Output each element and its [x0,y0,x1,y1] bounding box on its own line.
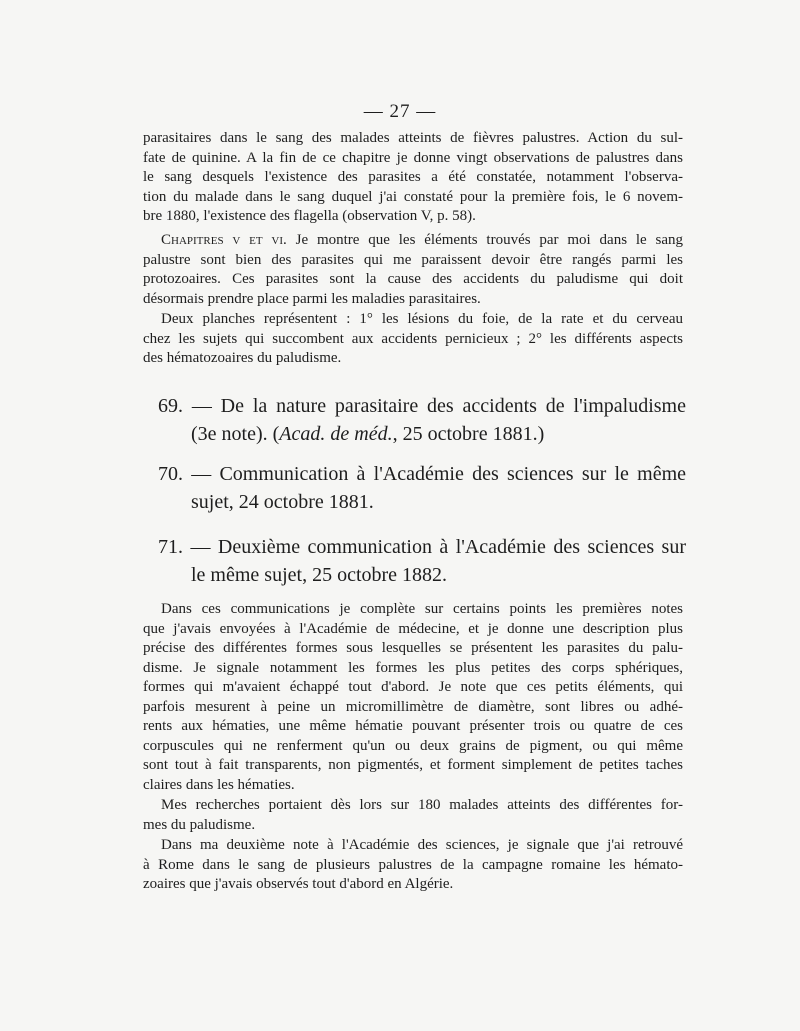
text-line: Dans ma deuxième note à l'Académie des sciences, je signale que j'ai retrouvé [161,837,683,853]
text-line: disme. Je signale notamment les formes les plus petites des corps sphériques, [143,659,683,676]
text-line: des hématozoaires du paludisme. [143,350,342,366]
text-line: protozoaires. Ces parasites sont la cause des accidents du paludisme qui doit [143,271,683,287]
chapters-paragraph [143,231,683,309]
text-line: fate de quinine. A la fin de ce chapitre je donne vingt observations de palustres dans [143,149,683,166]
text-line: mes du paludisme. [143,816,256,833]
text-line: Dans ces communications je complète sur certains points les premières notes [161,601,683,617]
text-line: chez les sujets qui succombent aux accidents pernicieux ; 2° les différents aspects [143,330,683,347]
text-line: le sang desquels l'existence des parasites a été constatée, notamment l'observa- [143,169,683,185]
text-line: sont tout à fait transparents, non pigmentés, et forment simplement de petites taches [143,757,683,773]
text-line: formes qui m'avaient échappé tout d'abord. Je note que ces petits éléments, qui [143,679,683,695]
text-line: que j'avais envoyées à l'Académie de médecine, et je donne une description plus [143,620,683,637]
entry-text: (3e note). ( [191,423,280,445]
entry-line: 70. — Communication à l'Académie des sciences sur le même [158,463,686,485]
bibliography-entry-71 [158,533,686,589]
text-line [143,231,683,251]
entry-line [158,420,686,448]
entry-line: sujet, 24 octobre 1881. [191,491,374,513]
intro-paragraph [143,129,683,227]
plates-paragraph [143,310,683,369]
chapters-text-start: Je montre que les éléments trouvés par moi dans le sang [295,232,684,248]
text-line: corpuscules qui ne renferment qu'un ou deux grains de pigment, ou qui même [143,737,683,754]
text-line: zoaires que j'avais observés tout d'abord en Algérie. [143,876,454,892]
entry-text: , 25 octobre 1881.) [392,423,545,445]
entry-line: 71. — Deuxième communication à l'Académie des sciences sur [158,536,686,558]
text-line: à Rome dans le sang de plusieurs palustres de la campagne romaine les hémato- [143,856,683,873]
chapters-heading: Chapitres v et vi. [161,232,287,248]
text-line: précise des différentes formes sous lesquelles se présentent les parasites du palu- [143,640,683,656]
bibliography-entry-69 [158,392,686,448]
entry-line: le même sujet, 25 octobre 1882. [191,564,448,586]
text-line: bre 1880, l'existence des flagella (observation V, p. 58). [143,208,476,224]
body-paragraph-3 [143,836,683,895]
text-line: parfois mesurent à peine un micromillimètre de diamètre, sont libres ou adhé- [143,698,683,715]
text-line: Mes recherches portaient dès lors sur 180 malades atteints des différentes for- [161,797,683,813]
text-line: désormais prendre place parmi les maladies parasitaires. [143,290,481,307]
text-line: rents aux hématies, une même hématie pouvant présenter trois ou quatre de ces [143,718,683,734]
bibliography-entry-70 [158,460,686,516]
text-line: tion du malade dans le sang duquel j'ai constaté pour la première fois, le 6 novem- [143,188,683,205]
body-paragraph-2 [143,796,683,835]
text-line: parasitaires dans le sang des malades atteints de fièvres palustres. Action du sul- [143,130,683,146]
body-paragraph-1 [143,600,683,795]
text-line: Deux planches représentent : 1° les lésions du foie, de la rate et du cerveau [161,311,683,327]
page-number: — 27 — [363,101,437,122]
entry-line: 69. — De la nature parasitaire des accidents de l'impaludisme [158,395,686,417]
journal-name: Acad. de méd. [279,423,393,445]
text-line: palustre sont bien des parasites qui me paraissent devoir être rangés parmi les [143,251,683,268]
text-line: claires dans les hématies. [143,776,295,793]
